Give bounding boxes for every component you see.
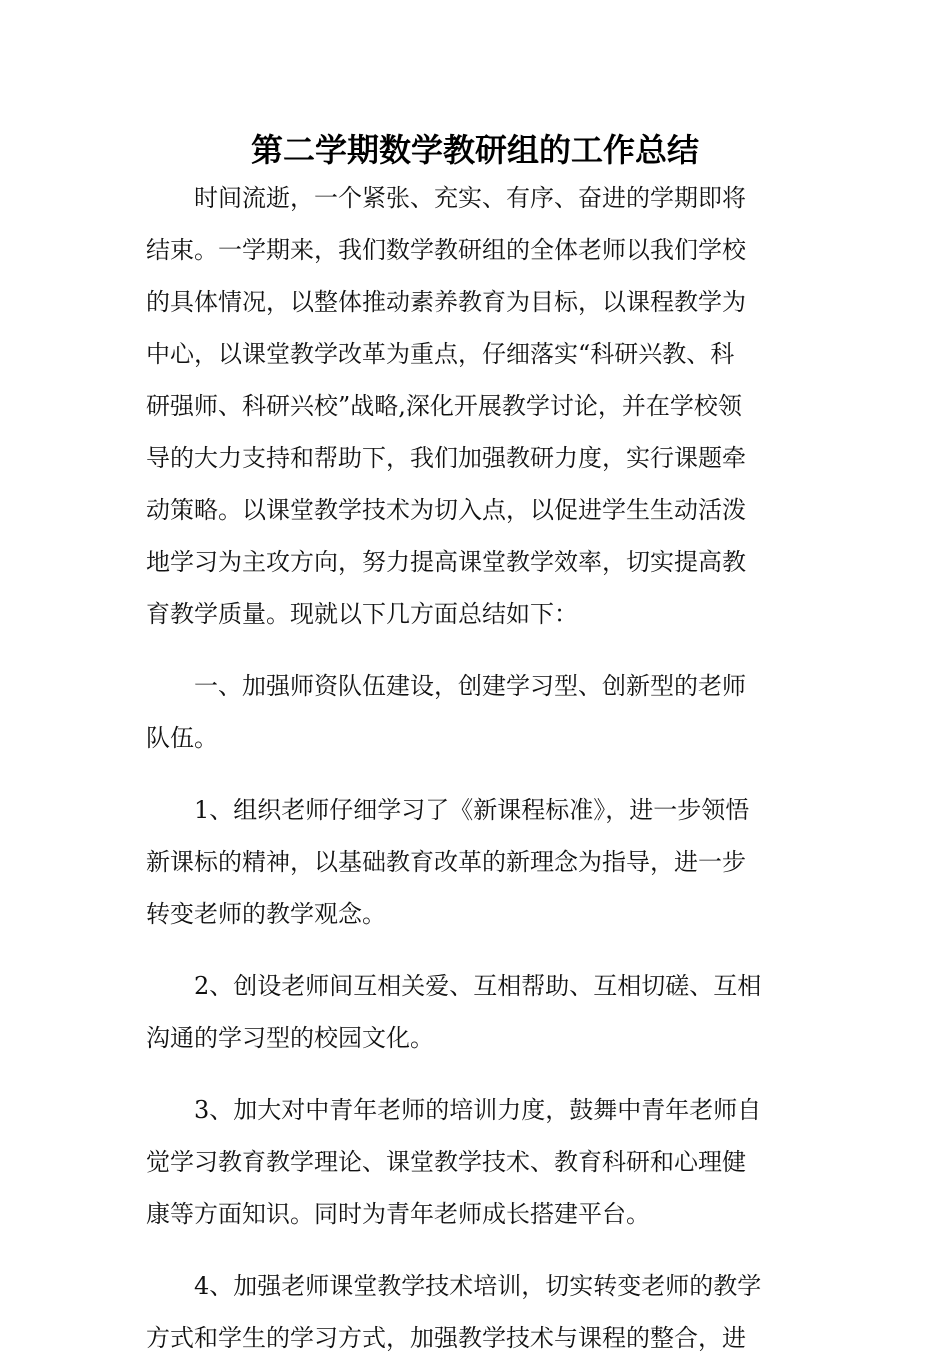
text-line: 动策略。以课堂教学技术为切入点，以促进学生生动活泼: [146, 496, 746, 524]
paragraph-item-1: [146, 784, 810, 940]
text-line: 康等方面知识。同时为青年老师成长搭建平台。: [146, 1200, 650, 1228]
paragraph-item-3: [146, 1084, 810, 1240]
text-line: 转变老师的教学观念。: [146, 900, 386, 928]
text-line: 时间流逝，一个紧张、充实、有序、奋进的学期即将: [194, 184, 746, 212]
text-line: 队伍。: [146, 724, 218, 752]
text-line: 地学习为主攻方向，努力提高课堂教学效率，切实提高教: [146, 548, 746, 576]
paragraph-item-2: [146, 960, 810, 1064]
paragraph-spacer: [146, 764, 810, 784]
text-line: 1、组织老师仔细学习了《新课程标准》，进一步领悟: [194, 796, 750, 824]
paragraph-spacer: [146, 640, 810, 660]
document-title: 第二学期数学教研组的工作总结: [250, 131, 699, 169]
text-line: 新课标的精神，以基础教育改革的新理念为指导，进一步: [146, 848, 746, 876]
text-line: 中心，以课堂教学改革为重点，仔细落实“科研兴教、科: [146, 340, 735, 368]
paragraph-section-one-heading: [146, 660, 810, 764]
text-line: 4、加强老师课堂教学技术培训，切实转变老师的教学: [194, 1272, 762, 1300]
text-line: 研强师、科研兴校”战略,深化开展教学讨论，并在学校领: [146, 392, 742, 420]
paragraph-spacer: [146, 1240, 810, 1260]
document-body: [146, 172, 810, 1364]
text-line: 2、创设老师间互相关爱、互相帮助、互相切磋、互相: [194, 972, 762, 1000]
text-line: 的具体情况，以整体推动素养教育为目标，以课程教学为: [146, 288, 746, 316]
paragraph-spacer: [146, 940, 810, 960]
text-line: 一、加强师资队伍建设，创建学习型、创新型的老师: [194, 672, 746, 700]
paragraph-intro: [146, 172, 810, 640]
text-line: 沟通的学习型的校园文化。: [146, 1024, 434, 1052]
text-line: 3、加大对中青年老师的培训力度，鼓舞中青年老师自: [194, 1096, 762, 1124]
text-line: 觉学习教育教学理论、课堂教学技术、教育科研和心理健: [146, 1148, 746, 1176]
text-line: 结束。一学期来，我们数学教研组的全体老师以我们学校: [146, 236, 746, 264]
text-line: 育教学质量。现就以下几方面总结如下：: [146, 600, 578, 628]
paragraph-item-4: [146, 1260, 810, 1364]
paragraph-spacer: [146, 1064, 810, 1084]
text-line: 导的大力支持和帮助下，我们加强教研力度，实行课题牵: [146, 444, 746, 472]
text-line: 方式和学生的学习方式，加强教学技术与课程的整合，进: [146, 1324, 746, 1352]
